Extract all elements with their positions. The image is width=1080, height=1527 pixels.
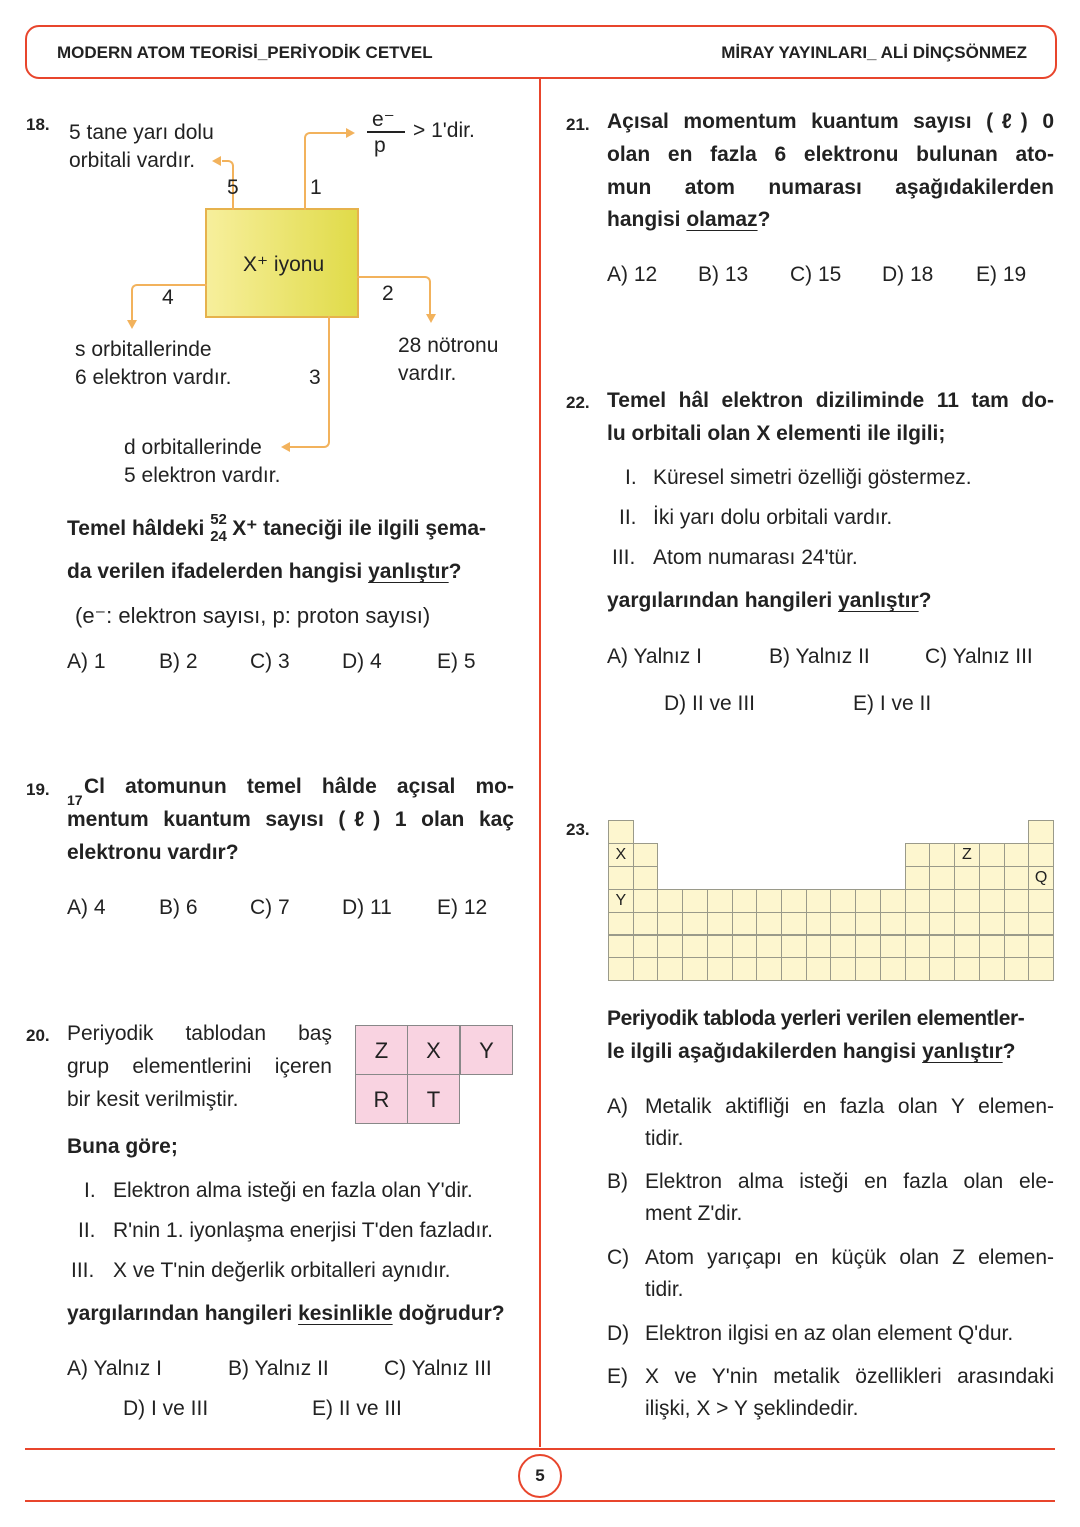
table-cell xyxy=(929,957,955,981)
statement-4-line1: s orbitallerinde xyxy=(75,338,212,361)
table-cell xyxy=(954,889,980,913)
table-cell xyxy=(979,957,1005,981)
question-text-line3: mun atom numarası aşağıdakilerden xyxy=(607,176,1054,199)
table-cell xyxy=(633,957,659,981)
table-cell xyxy=(929,889,955,913)
option-a[interactable]: A) Yalnız I xyxy=(607,645,702,668)
table-cell xyxy=(1004,912,1030,936)
mass-number: 52 xyxy=(210,511,227,529)
table-cell xyxy=(905,912,931,936)
arrowhead-icon xyxy=(127,320,137,329)
table-cell xyxy=(905,889,931,913)
table-cell-y: Y xyxy=(608,889,634,913)
option-d[interactable]: D) 18 xyxy=(882,263,934,286)
table-cell xyxy=(1028,935,1054,959)
question-text-line1: Periyodik tabloda yerleri verilen elementler- xyxy=(607,1007,1025,1030)
question-number: 20. xyxy=(26,1026,50,1045)
question-number: 21. xyxy=(566,115,590,134)
option-c[interactable]: C) 15 xyxy=(790,263,842,286)
table-cell xyxy=(929,866,955,890)
option-d[interactable]: D) II ve III xyxy=(664,692,756,715)
option-b[interactable]: B) Yalnız II xyxy=(228,1357,329,1380)
table-cell xyxy=(781,957,807,981)
grid-cell-z: Z xyxy=(355,1025,408,1075)
table-cell xyxy=(657,935,683,959)
question-text-line4 xyxy=(607,208,770,232)
table-cell xyxy=(756,889,782,913)
option-text: tidir. xyxy=(645,1127,684,1150)
table-cell xyxy=(633,912,659,936)
footer-line-top xyxy=(25,1448,1055,1450)
emphasis: olamaz xyxy=(686,208,758,231)
text: le ilgili aşağıdakilerden hangisi xyxy=(607,1040,917,1063)
table-cell xyxy=(682,935,708,959)
statement-3-line2: 5 elektron vardır. xyxy=(124,464,281,487)
question-number: 19. xyxy=(26,780,50,799)
option-b[interactable]: B) 2 xyxy=(159,650,198,673)
question-text-line3: elektronu vardır? xyxy=(67,841,239,864)
arrowhead-icon xyxy=(281,442,290,452)
text: ? xyxy=(918,589,932,612)
table-cell xyxy=(830,912,856,936)
table-cell xyxy=(657,912,683,936)
table-cell xyxy=(633,889,659,913)
table-cell xyxy=(657,889,683,913)
text: yargılarından hangileri xyxy=(67,1302,293,1325)
table-cell xyxy=(1028,843,1054,867)
table-cell xyxy=(682,912,708,936)
question-text-line3: bir kesit verilmiştir. xyxy=(67,1088,239,1111)
statement-4-line2: 6 elektron vardır. xyxy=(75,366,232,389)
question-text-line1 xyxy=(67,511,487,546)
question-text-line2: lu orbitali olan X elementi ile ilgili; xyxy=(607,422,946,445)
question-prompt xyxy=(67,1302,505,1326)
table-cell xyxy=(633,866,659,890)
table-cell xyxy=(732,912,758,936)
option-d[interactable]: D) 4 xyxy=(342,650,382,673)
option-text: ment Z'dir. xyxy=(645,1202,743,1225)
option-b[interactable]: B) Yalnız II xyxy=(769,645,870,668)
question-number: 23. xyxy=(566,820,590,839)
table-cell-x: X xyxy=(608,843,634,867)
footer-line-bottom xyxy=(25,1500,1055,1502)
atomic-number-subscript: 17 xyxy=(67,792,83,808)
lead-text: Buna göre; xyxy=(67,1135,178,1158)
table-cell xyxy=(608,957,634,981)
item-text: İki yarı dolu orbitali vardır. xyxy=(653,506,893,529)
table-cell xyxy=(1004,866,1030,890)
text: ? xyxy=(448,560,462,583)
text: doğrudur? xyxy=(398,1302,505,1325)
item-numeral: III. xyxy=(71,1259,95,1282)
table-cell xyxy=(633,843,659,867)
table-cell xyxy=(880,912,906,936)
fraction-numerator: e⁻ xyxy=(372,108,395,131)
label-3: 3 xyxy=(309,366,321,389)
emphasis: yanlıştır xyxy=(368,560,449,583)
table-cell xyxy=(707,912,733,936)
option-e[interactable]: E) II ve III xyxy=(312,1397,402,1420)
statement-2-line2: vardır. xyxy=(398,362,457,385)
table-cell xyxy=(979,935,1005,959)
ion-box xyxy=(205,208,359,318)
table-cell xyxy=(855,935,881,959)
option-a[interactable]: A) Yalnız I xyxy=(67,1357,162,1380)
table-cell xyxy=(1028,912,1054,936)
text: da verilen ifadelerden hangisi xyxy=(67,560,363,583)
option-letter: E) xyxy=(607,1365,628,1388)
table-cell xyxy=(979,843,1005,867)
table-cell-q: Q xyxy=(1028,866,1054,890)
table-cell xyxy=(830,889,856,913)
option-text: tidir. xyxy=(645,1278,684,1301)
item-numeral: II. xyxy=(619,506,637,529)
item-text: Atom numarası 24'tür. xyxy=(653,546,858,569)
table-cell xyxy=(608,820,634,844)
option-letter: A) xyxy=(607,1095,628,1118)
table-cell xyxy=(1004,957,1030,981)
option-a[interactable]: A) 4 xyxy=(67,896,106,919)
question-text-line2: mentum kuantum sayısı (ℓ) 1 olan kaç xyxy=(67,808,514,831)
table-cell xyxy=(979,866,1005,890)
option-text: Elektron alma isteği en fazla olan ele- xyxy=(645,1170,1054,1193)
table-cell xyxy=(756,957,782,981)
grid-cell-y: Y xyxy=(460,1025,513,1075)
text: ? xyxy=(1002,1040,1016,1063)
table-cell xyxy=(979,889,1005,913)
option-text: X ve Y'nin metalik özellikleri arasındaki xyxy=(645,1365,1054,1388)
arrowhead-icon xyxy=(346,128,355,138)
item-text: R'nin 1. iyonlaşma enerjisi T'den fazladır. xyxy=(113,1219,493,1242)
emphasis: kesinlikle xyxy=(298,1302,393,1325)
grid-cell-x: X xyxy=(407,1025,460,1075)
item-numeral: I. xyxy=(625,466,637,489)
table-cell xyxy=(880,935,906,959)
text: hangisi xyxy=(607,208,681,231)
option-b[interactable]: B) 6 xyxy=(159,896,198,919)
statement-5-line2: orbitali vardır. xyxy=(69,149,196,172)
option-letter: C) xyxy=(607,1246,630,1269)
item-numeral: I. xyxy=(84,1179,96,1202)
text: Temel hâldeki xyxy=(67,517,205,540)
table-cell xyxy=(855,889,881,913)
option-a[interactable]: A) 1 xyxy=(67,650,106,673)
arrowhead-icon xyxy=(426,314,436,323)
atomic-number: 24 xyxy=(210,528,227,546)
table-cell xyxy=(707,957,733,981)
option-letter: B) xyxy=(607,1170,628,1193)
header-topic: MODERN ATOM TEORİSİ_PERİYODİK CETVEL xyxy=(57,43,433,62)
item-text: X ve T'nin değerlik orbitalleri aynıdır. xyxy=(113,1259,451,1282)
grid-cell-t: T xyxy=(407,1074,460,1124)
option-d[interactable]: D) 11 xyxy=(342,896,392,919)
table-cell xyxy=(880,957,906,981)
table-cell xyxy=(682,957,708,981)
option-letter: D) xyxy=(607,1322,630,1345)
table-cell xyxy=(732,957,758,981)
table-cell xyxy=(806,935,832,959)
label-5: 5 xyxy=(227,176,239,199)
emphasis: yanlıştır xyxy=(922,1040,1003,1063)
option-e[interactable]: E) 19 xyxy=(976,263,1027,286)
table-cell xyxy=(781,935,807,959)
option-text: Elektron ilgisi en az olan element Q'dur. xyxy=(645,1322,1014,1345)
question-text-line2 xyxy=(67,560,461,584)
table-cell xyxy=(929,912,955,936)
option-b[interactable]: B) 13 xyxy=(698,263,749,286)
statement-3-line1: d orbitallerinde xyxy=(124,436,262,459)
table-cell xyxy=(905,843,931,867)
text: taneciği ile ilgili şema- xyxy=(263,517,487,540)
question-text-line1: Cl atomunun temel hâlde açısal mo- xyxy=(84,775,514,798)
question-text-line1: Temel hâl elektron diziliminde 11 tam do- xyxy=(607,389,1054,412)
table-cell xyxy=(608,935,634,959)
table-cell xyxy=(756,912,782,936)
statement-5-line1: 5 tane yarı dolu xyxy=(69,121,214,144)
table-cell xyxy=(732,935,758,959)
table-cell xyxy=(855,957,881,981)
question-text-line2 xyxy=(607,1040,1016,1064)
table-cell xyxy=(954,957,980,981)
table-cell xyxy=(682,889,708,913)
table-cell xyxy=(633,935,659,959)
question-number: 18. xyxy=(26,115,50,134)
item-text: Elektron alma isteği en fazla olan Y'dir. xyxy=(113,1179,473,1202)
ion-symbol: X⁺ xyxy=(232,517,258,540)
grid-cell-r: R xyxy=(355,1074,408,1124)
option-e[interactable]: E) 12 xyxy=(437,896,488,919)
table-cell xyxy=(905,957,931,981)
question-text-line2: olan en fazla 6 elektronu bulunan ato- xyxy=(607,143,1054,166)
table-cell xyxy=(806,912,832,936)
option-c[interactable]: C) 7 xyxy=(250,896,290,919)
table-cell xyxy=(905,866,931,890)
table-cell xyxy=(830,935,856,959)
table-cell xyxy=(806,889,832,913)
arrow-2 xyxy=(357,276,431,318)
label-1: 1 xyxy=(310,176,322,199)
option-c[interactable]: C) Yalnız III xyxy=(925,645,1033,668)
table-cell xyxy=(1004,843,1030,867)
table-cell xyxy=(905,935,931,959)
option-text: ilişki, X > Y şeklindedir. xyxy=(645,1397,859,1420)
table-cell xyxy=(1004,889,1030,913)
option-e[interactable]: E) I ve II xyxy=(853,692,932,715)
option-text: Atom yarıçapı en küçük olan Z elemen- xyxy=(645,1246,1054,1269)
page-number: 5 xyxy=(518,1454,562,1498)
item-numeral: III. xyxy=(612,546,636,569)
table-cell xyxy=(954,866,980,890)
nuclide-notation xyxy=(210,511,232,546)
question-text-line2: grup elementlerini içeren xyxy=(67,1055,332,1078)
header-publisher: MİRAY YAYINLARI_ ALİ DİNÇSÖNMEZ xyxy=(721,43,1027,62)
table-cell xyxy=(830,957,856,981)
column-divider xyxy=(539,77,541,1447)
option-a[interactable]: A) 12 xyxy=(607,263,658,286)
table-cell xyxy=(929,843,955,867)
table-cell xyxy=(756,935,782,959)
table-cell xyxy=(608,866,634,890)
table-cell xyxy=(855,912,881,936)
table-cell xyxy=(1028,889,1054,913)
table-cell xyxy=(608,912,634,936)
table-cell xyxy=(954,912,980,936)
ion-label: X⁺ iyonu xyxy=(243,253,325,276)
table-cell xyxy=(1028,957,1054,981)
page-header xyxy=(25,25,1057,79)
statement-2-line1: 28 nötronu xyxy=(398,334,499,357)
label-4: 4 xyxy=(162,286,174,309)
question-text-line1: Periyodik tablodan baş xyxy=(67,1022,332,1045)
table-cell xyxy=(707,935,733,959)
table-cell-z: Z xyxy=(954,843,980,867)
table-cell xyxy=(707,889,733,913)
table-cell xyxy=(781,889,807,913)
text: yargılarından hangileri xyxy=(607,589,833,612)
option-d[interactable]: D) I ve III xyxy=(123,1397,209,1420)
item-text: Küresel simetri özelliği göstermez. xyxy=(653,466,972,489)
option-text: Metalik aktifliği en fazla olan Y elemen- xyxy=(645,1095,1054,1118)
option-c[interactable]: C) Yalnız III xyxy=(384,1357,492,1380)
statement-1: > 1'dir. xyxy=(413,119,475,142)
option-e[interactable]: E) 5 xyxy=(437,650,476,673)
text: ? xyxy=(757,208,771,231)
table-cell xyxy=(732,889,758,913)
table-cell xyxy=(781,912,807,936)
table-cell xyxy=(1004,935,1030,959)
question-number: 22. xyxy=(566,393,590,412)
arrowhead-icon xyxy=(212,156,221,166)
option-c[interactable]: C) 3 xyxy=(250,650,290,673)
table-cell xyxy=(657,957,683,981)
emphasis: yanlıştır xyxy=(838,589,919,612)
table-cell xyxy=(954,935,980,959)
fraction-denominator: p xyxy=(374,134,386,157)
fraction-bar xyxy=(367,131,405,133)
table-cell xyxy=(880,889,906,913)
question-text-line1: Açısal momentum kuantum sayısı (ℓ) 0 xyxy=(607,110,1054,133)
table-cell xyxy=(1028,820,1054,844)
item-numeral: II. xyxy=(78,1219,96,1242)
question-prompt xyxy=(607,589,931,613)
label-2: 2 xyxy=(382,282,394,305)
table-cell xyxy=(979,912,1005,936)
table-cell xyxy=(806,957,832,981)
table-cell xyxy=(929,935,955,959)
note: (e⁻: elektron sayısı, p: proton sayısı) xyxy=(75,603,431,628)
